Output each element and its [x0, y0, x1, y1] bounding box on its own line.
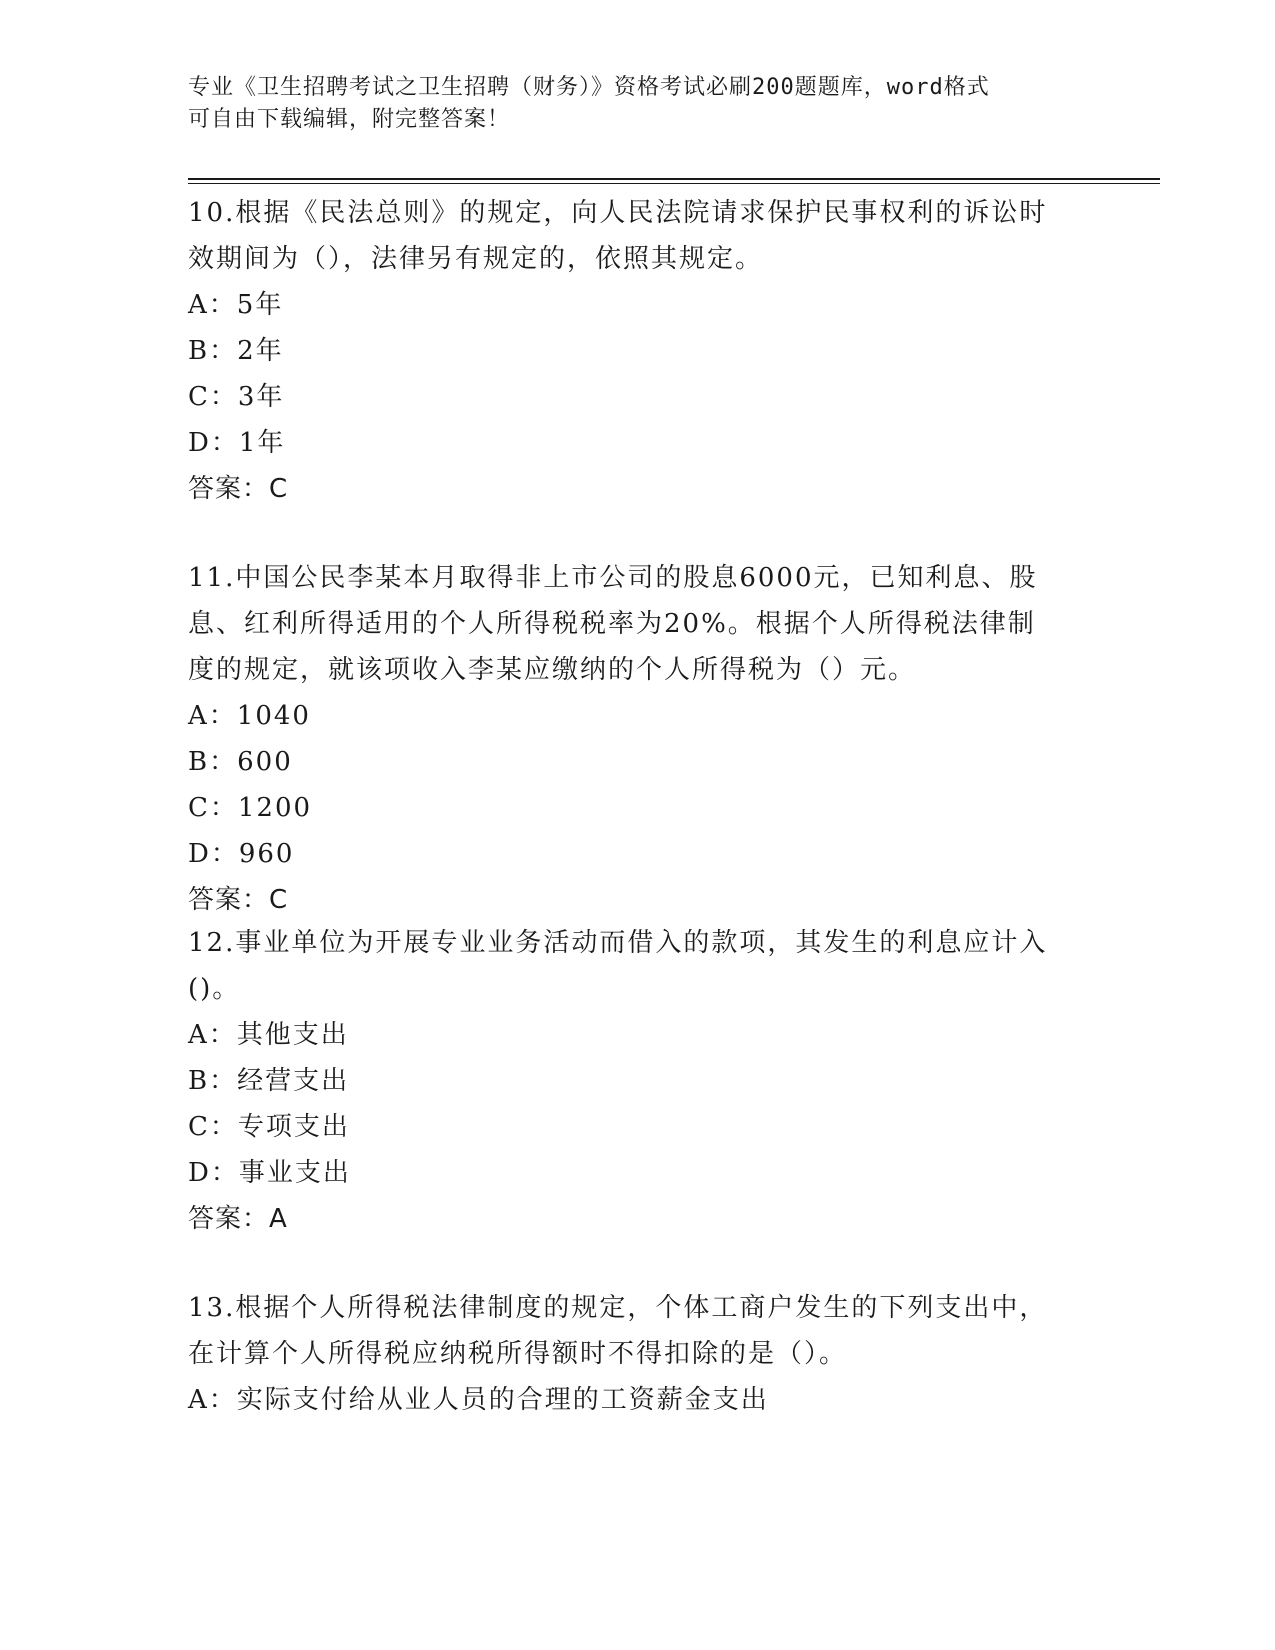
option-a: A：5年: [188, 290, 284, 320]
option-a: A：实际支付给从业人员的合理的工资薪金支出: [188, 1385, 769, 1415]
question-12: [188, 920, 1088, 1242]
option-a: A：1040: [188, 701, 311, 731]
option-c: C：3年: [188, 382, 285, 412]
option-a: A：其他支出: [188, 1020, 349, 1050]
option-b: B：2年: [188, 336, 284, 366]
question-11: [188, 555, 1088, 923]
question-stem-line: 息、红利所得适用的个人所得税税率为20%。根据个人所得税法律制: [188, 609, 1036, 639]
option-d: D：事业支出: [188, 1158, 351, 1188]
question-13: [188, 1285, 1088, 1423]
option-c: C：1200: [188, 793, 313, 823]
header-line-1: 专业《卫生招聘考试之卫生招聘（财务）》资格考试必刷200题题库，word格式: [188, 75, 990, 100]
answer-label: 答案：A: [188, 1204, 288, 1234]
question-stem-line: 在计算个人所得税应纳税所得额时不得扣除的是（）。: [188, 1339, 848, 1369]
question-stem-line: 12.事业单位为开展专业业务活动而借入的款项，其发生的利息应计入: [188, 928, 1048, 958]
option-b: B：经营支出: [188, 1066, 350, 1096]
document-header: [188, 72, 1068, 136]
option-b: B：600: [188, 747, 293, 777]
question-stem-line: ()。: [188, 974, 241, 1004]
answer-label: 答案：C: [188, 474, 289, 504]
question-10: [188, 190, 1088, 512]
question-stem-line: 13.根据个人所得税法律制度的规定，个体工商户发生的下列支出中，: [188, 1293, 1048, 1323]
option-c: C：专项支出: [188, 1112, 350, 1142]
header-rule-thin: [188, 183, 1160, 184]
answer-label: 答案：C: [188, 885, 289, 915]
header-rule-thick: [188, 178, 1160, 180]
question-stem-line: 度的规定，就该项收入李某应缴纳的个人所得税为（）元。: [188, 655, 917, 685]
question-stem-line: 效期间为（），法律另有规定的，依照其规定。: [188, 244, 764, 274]
option-d: D：1年: [188, 428, 286, 458]
option-d: D：960: [188, 839, 295, 869]
question-stem-line: 10.根据《民法总则》的规定，向人民法院请求保护民事权利的诉讼时: [188, 198, 1048, 228]
question-stem-line: 11.中国公民李某本月取得非上市公司的股息6000元，已知利息、股: [188, 563, 1038, 593]
header-line-2: 可自由下载编辑，附完整答案！: [188, 107, 511, 132]
